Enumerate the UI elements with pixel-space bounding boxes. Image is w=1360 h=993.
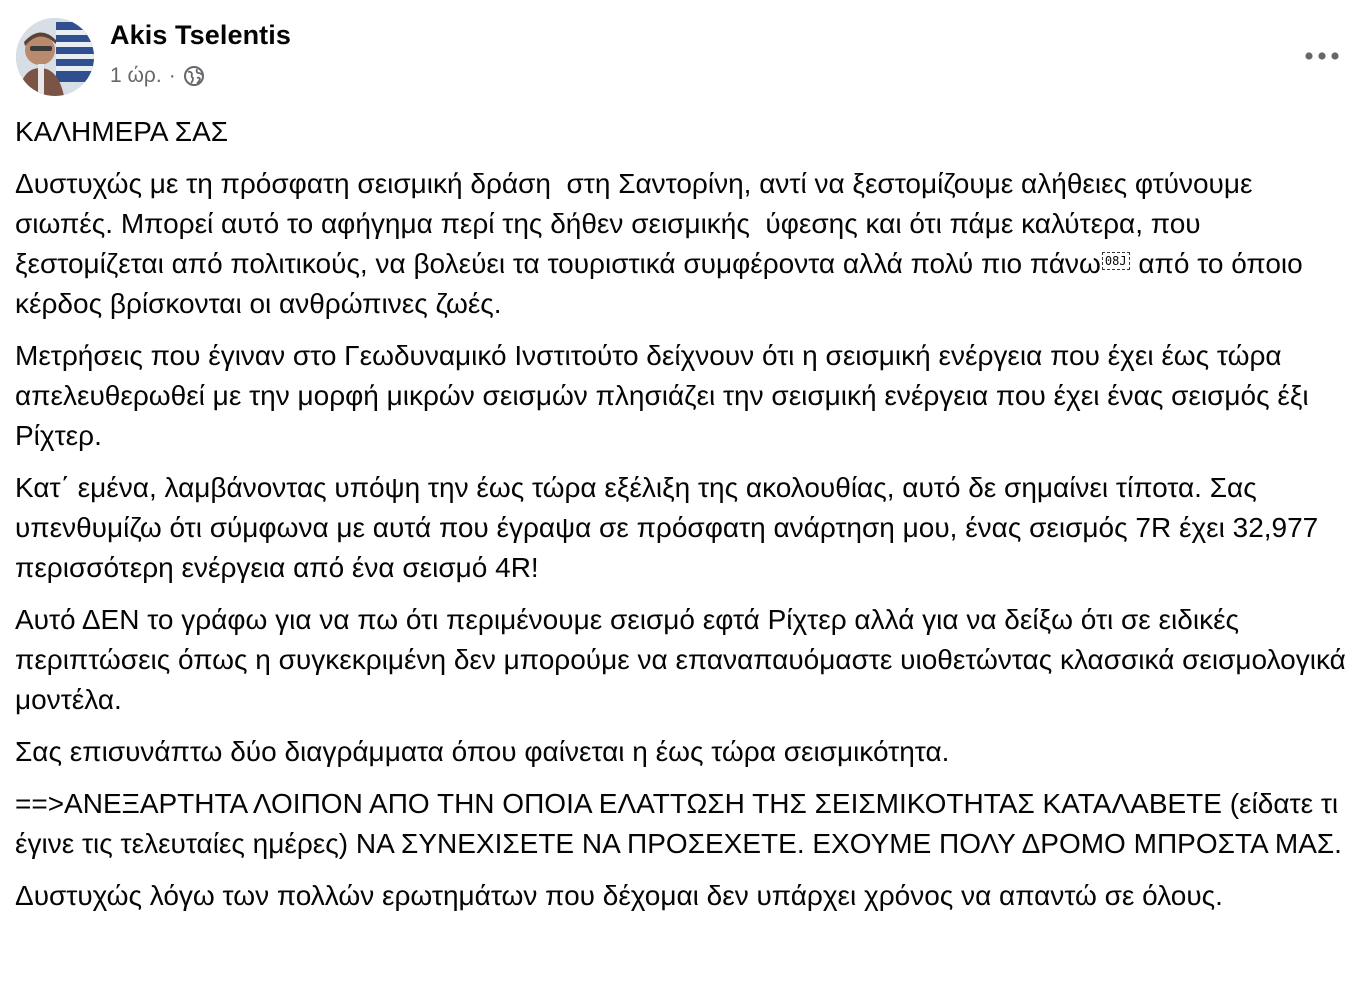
meta-separator: · — [168, 64, 176, 87]
paragraph-text: Δυστυχώς με τη πρόσφατη σεισμική δράση στη Σαντορίνη, αντί να ξεστομίζουμε αλήθειες φτύνουμε σιωπές. Μπορεί αυτό το αφήγημα περί της δήθεν σεισμικής ύφεσης και ότι πάμε καλύτερα, που ξεστομίζεται από πολιτικούς, να βολεύει τα τουριστικά συμφέροντα αλλά πολύ πιο πάνω — [15, 168, 1261, 279]
post-paragraph: Μετρήσεις που έγιναν στο Γεωδυναμικό Ινστιτούτο δείχνουν ότι η σεισμική ενέργεια που έχει έως τώρα απελευθερωθεί με την μορφή μικρών σεισμών πλησιάζει την σεισμική ενέργεια που έχει ένας σεισμός έξι Ρίχτερ. — [15, 340, 1317, 451]
author-name[interactable]: Akis Tselentis — [110, 20, 291, 50]
unrendered-char-glyph: 08J — [1102, 252, 1130, 270]
globe-icon[interactable] — [183, 65, 205, 87]
post-header — [16, 16, 1346, 98]
post-paragraph: Σας επισυνάπτω δύο διαγράμματα όπου φαίνεται η έως τώρα σεισμικότητα. — [15, 736, 950, 767]
avatar-image — [16, 18, 94, 96]
post-text — [15, 112, 1354, 928]
author-avatar[interactable] — [16, 18, 94, 96]
post-timestamp[interactable]: 1 ώρ. — [110, 64, 162, 87]
post-paragraph — [15, 164, 1347, 324]
post-paragraph: Κατ΄ εμένα, λαμβάνοντας υπόψη την έως τώρα εξέλιξη της ακολουθίας, αυτό δε σημαίνει τίποτα. Σας υπενθυμίζω ότι σύμφωνα με αυτά που έγραψα σε πρόσφατη ανάρτηση μου, ένας σεισμός 7R έχει 32,977 περισσότερη ενέργεια από ένα σεισμό 4R! — [15, 472, 1327, 583]
post-paragraph: ==>ΑΝΕΞΑΡΤΗΤΑ ΛΟΙΠΟΝ ΑΠΟ ΤΗΝ ΟΠΟΙΑ ΕΛΑΤΤΩΣΗ ΤΗΣ ΣΕΙΣΜΙΚΟΤΗΤΑΣ ΚΑΤΑΛΑΒΕΤΕ (είδατε τι έγινε τις τελευταίες ημέρες) ΝΑ ΣΥΝΕΧΙΣΕΤΕ ΝΑ ΠΡΟΣΕΧΕΤΕ. ΕΧΟΥΜΕ ΠΟΛΥ ΔΡΟΜΟ ΜΠΡΟΣΤΑ ΜΑΣ. — [15, 788, 1346, 859]
paragraph-text-tail: από το όποιο κέρδος βρίσκονται οι ανθρώπινες ζωές. — [15, 248, 1311, 319]
post-meta — [110, 64, 205, 88]
post-paragraph: ΚΑΛΗΜΕΡΑ ΣΑΣ — [15, 116, 229, 147]
post-paragraph: Δυστυχώς λόγω των πολλών ερωτημάτων που δέχομαι δεν υπάρχει χρόνος να απαντώ σε όλους. — [15, 880, 1223, 911]
post-paragraph: Αυτό ΔΕΝ το γράφω για να πω ότι περιμένουμε σεισμό εφτά Ρίχτερ αλλά για να δείξω ότι σε ειδικές περιπτώσεις όπως η συγκεκριμένη δεν μπορούμε να επαναπαυόμαστε υιοθετώντας κλασσικά σεισμολογικά μοντέλα. — [15, 604, 1354, 715]
more-options-icon[interactable] — [1298, 36, 1346, 76]
